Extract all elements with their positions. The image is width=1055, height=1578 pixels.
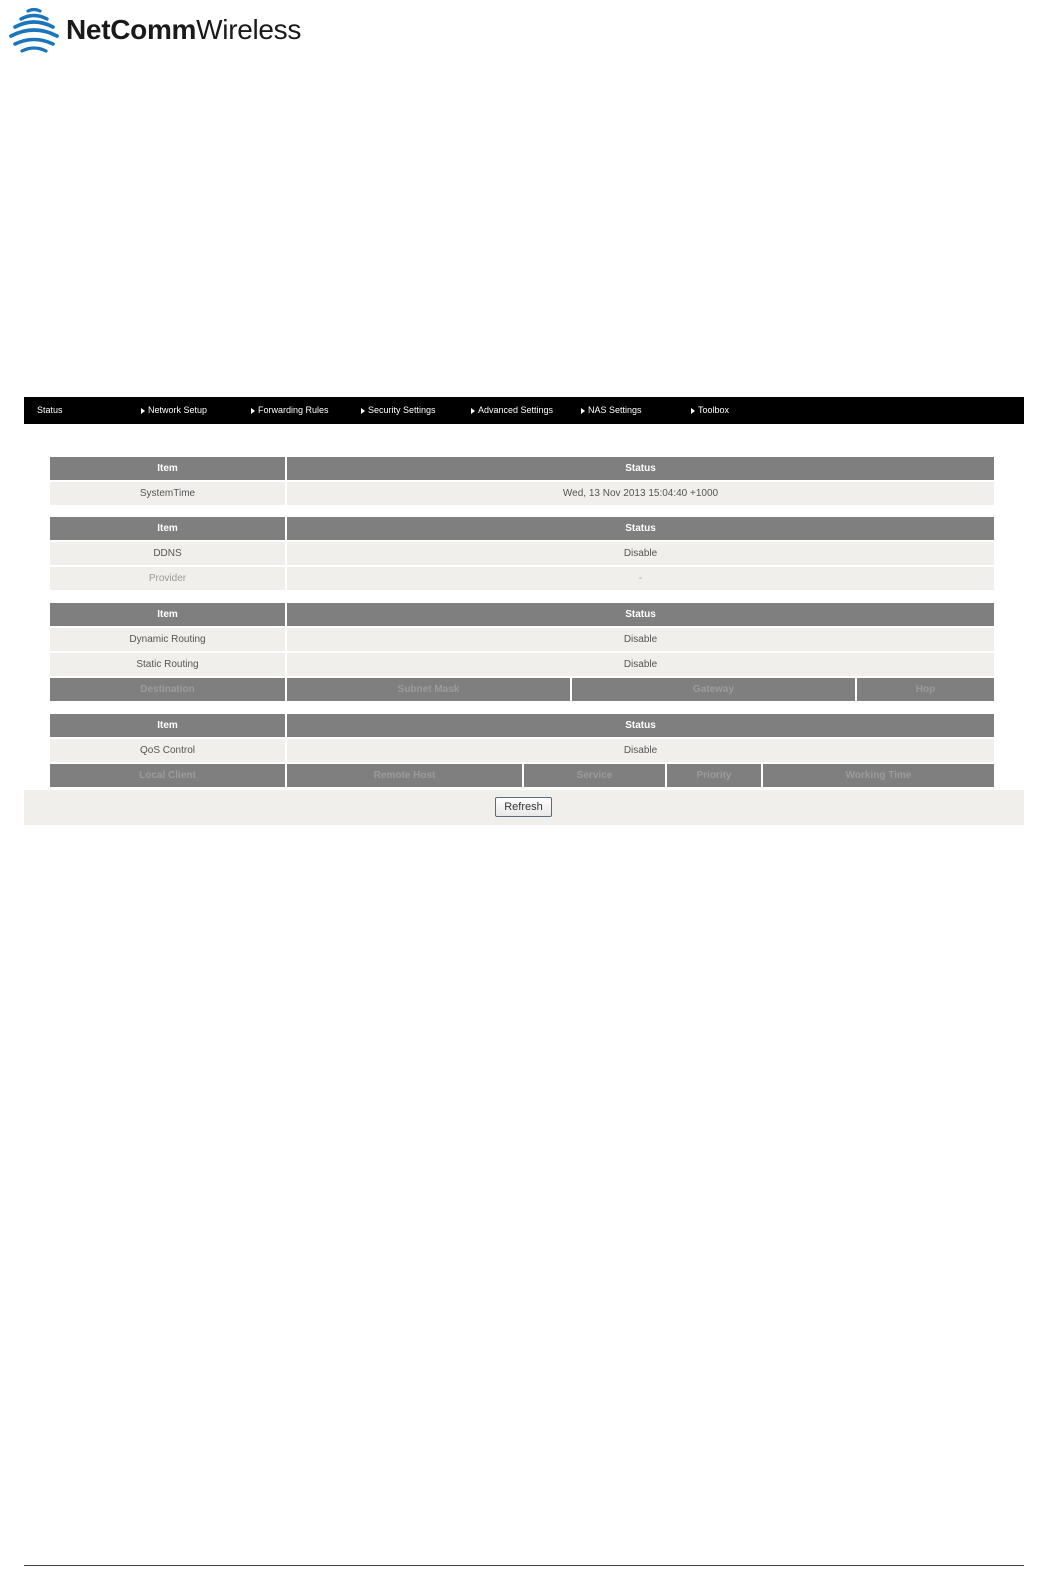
table-row (50, 540, 994, 565)
column-header: Hop (857, 676, 994, 701)
column-header: Item (50, 457, 285, 480)
brand-name: NetCommWireless (66, 14, 302, 45)
column-header: Status (287, 457, 994, 480)
refresh-button[interactable]: Refresh (495, 797, 552, 817)
column-header: Subnet Mask (287, 676, 570, 701)
item-cell: SystemTime (50, 480, 285, 505)
column-header: Status (287, 714, 994, 737)
column-header: Item (50, 517, 285, 540)
status-content (24, 424, 1024, 790)
status-cell: - (287, 565, 994, 590)
triangle-right-icon (361, 408, 365, 414)
static-route-header-row (50, 676, 994, 701)
item-cell: Static Routing (50, 651, 285, 676)
item-cell: QoS Control (50, 737, 285, 762)
column-header: Item (50, 714, 285, 737)
triangle-right-icon (581, 408, 585, 414)
column-header: Service (524, 762, 665, 787)
nav-security-settings[interactable]: Security Settings (361, 397, 436, 424)
column-header: Local Client (50, 762, 285, 787)
table-row (50, 480, 994, 505)
nav-advanced-settings[interactable]: Advanced Settings (471, 397, 553, 424)
column-header: Destination (50, 676, 285, 701)
page-divider (24, 1565, 1024, 1566)
table-row (50, 651, 994, 676)
nav-status[interactable]: Status (37, 405, 63, 415)
column-header: Remote Host (287, 762, 522, 787)
nav-toolbox[interactable]: Toolbox (691, 397, 729, 424)
table-header-row (50, 517, 994, 540)
table-row (50, 565, 994, 590)
item-cell: DDNS (50, 540, 285, 565)
netcomm-logo (8, 6, 301, 54)
status-cell: Disable (287, 737, 994, 762)
triangle-right-icon (471, 408, 475, 414)
table-header-row (50, 714, 994, 737)
table-row (50, 626, 994, 651)
nav-forwarding-rules[interactable]: Forwarding Rules (251, 397, 329, 424)
nav-network-setup[interactable]: Network Setup (141, 397, 207, 424)
top-nav-bar (24, 397, 1024, 424)
status-cell: Wed, 13 Nov 2013 15:04:40 +1000 (287, 480, 994, 505)
item-cell: Dynamic Routing (50, 626, 285, 651)
router-status-panel (24, 397, 1024, 825)
item-cell: Provider (50, 565, 285, 590)
column-header: Gateway (572, 676, 855, 701)
table-header-row (50, 603, 994, 626)
nav-nas-settings[interactable]: NAS Settings (581, 397, 642, 424)
column-header: Item (50, 603, 285, 626)
ddns-table (48, 517, 996, 590)
status-cell: Disable (287, 626, 994, 651)
column-header: Status (287, 603, 994, 626)
triangle-right-icon (141, 408, 145, 414)
table-row (50, 737, 994, 762)
routing-table (48, 603, 996, 701)
column-header: Priority (667, 762, 761, 787)
status-cell: Disable (287, 540, 994, 565)
footer-bar (24, 790, 1024, 825)
qos-rule-header-row (50, 762, 994, 787)
triangle-right-icon (251, 408, 255, 414)
column-header: Status (287, 517, 994, 540)
table-header-row (50, 457, 994, 480)
status-cell: Disable (287, 651, 994, 676)
wifi-signal-icon (8, 7, 60, 53)
qos-table (48, 714, 996, 787)
triangle-right-icon (691, 408, 695, 414)
column-header: Working Time (763, 762, 994, 787)
system-time-table (48, 457, 996, 505)
